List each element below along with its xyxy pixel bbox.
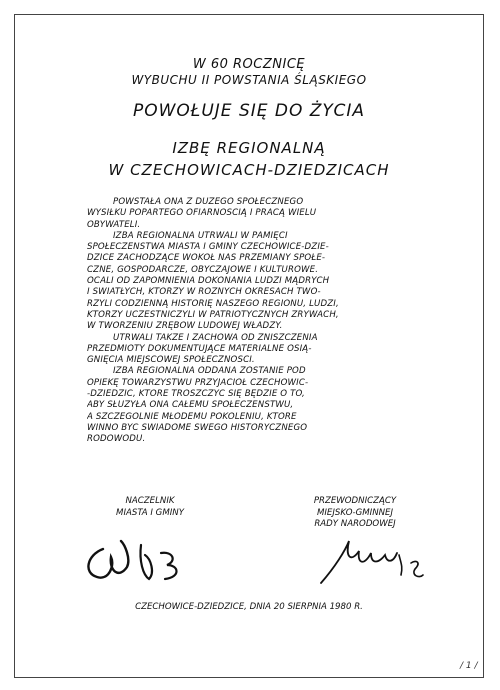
place-and-date: CZECHOWICE-DZIEDZICE, DNIA 20 SIERPNIA 1980 R. [135,602,363,612]
signatory-council-line: RADY NARODOWEJ [314,519,396,529]
body-line: CZNE, GOSPODARCZE, OBYCZAJOWE I KULTUROWE. [87,264,319,275]
body-line: I ŚWIATŁYCH, KTÓRZY W RÓŻNYCH OKRESACH TWO- [87,287,321,298]
mayor-signature [81,535,191,585]
body-line: ABY SŁUŻYŁA ONA CAŁEMU SPOŁECZEŃSTWU, [87,400,294,411]
document-sheet [14,14,484,678]
body-line: UTRWALI TAKŻE I ZACHOWA OD ZNISZCZENIA [113,332,318,343]
body-line: GNIĘCIA MIEJSCOWEJ SPOŁECZNOŚCI. [87,355,255,366]
body-line: -DZIEDZIC, KTÓRE TROSZCZYĆ SIĘ BĘDZIE O TO, [87,389,305,400]
body-line: W TWORZENIU ZRĘBÓW LUDOWEJ WŁADZY. [87,321,283,332]
body-line: RZYLI CODZIENNĄ HISTORIĘ NASZEGO REGIONU, LUDZI, [87,298,339,309]
heading-line-town: W CZECHOWICACH-DZIEDZICACH [108,161,390,179]
heading-line-establish: POWOŁUJE SIĘ DO ŻYCIA [132,101,366,121]
body-line: IZBA REGIONALNA ODDANA ZOSTANIE POD [113,366,306,377]
signatory-mayor-title [85,496,215,519]
page-number: / 1 / [460,661,478,671]
body-line: SPOŁECZEŃSTWA MIASTA I GMINY CZECHOWICE-DZIE- [87,242,329,253]
body-line: DZICE ZACHODZĄCE WOKÓŁ NAS PRZEMIANY SPOŁE- [87,253,326,264]
signatory-council-line: MIEJSKO-GMINNEJ [316,507,394,518]
body-line: RODOWODU. [87,434,146,445]
heading-line-chamber: IZBĘ REGIONALNĄ [172,139,326,157]
body-line: OPIEKĘ TOWARZYSTWU PRZYJACIÓŁ CZECHOWIC- [87,377,309,388]
body-line: POWSTAŁA ONA Z DUŻEGO SPOŁECZNEGO [113,197,304,207]
heading-line-uprising: WYBUCHU II POWSTANIA ŚLĄSKIEGO [131,73,367,87]
heading-line-anniversary: W 60 ROCZNICĘ [192,57,306,72]
body-line: WYSIŁKU POPARTEGO OFIARNOŚCIĄ I PRACĄ WIELU [87,208,317,219]
council-chair-signature [315,533,430,588]
signatory-council-title [285,496,425,531]
body-line: A SZCZEGÓLNIE MŁODEMU POKOLENIU, KTÓRE [87,411,297,422]
body-line: KTÓRZY UCZESTNICZYLI W PATRIOTYCZNYCH ZRYWACH, [87,309,339,320]
body-line: IZBA REGIONALNA UTRWALI W PAMIĘCI [113,230,288,241]
signatory-mayor-line: NACZELNIK [125,496,175,506]
body-line: OCALI OD ZAPOMNIENIA DOKONANIA LUDZI MĄDRYCH [87,276,330,287]
body-line: WINNO BYĆ ŚWIADOME SWEGO HISTORYCZNEGO [87,422,308,433]
body-line: OBYWATELI. [87,219,141,230]
body-text [87,197,437,446]
signatory-mayor-line: MIASTA I GMINY [116,507,184,518]
body-line: PRZEDMIOTY DOKUMENTUJĄCE MATERIALNE OSIĄ- [87,343,312,354]
signatory-council-line: PRZEWODNICZĄCY [313,496,397,506]
